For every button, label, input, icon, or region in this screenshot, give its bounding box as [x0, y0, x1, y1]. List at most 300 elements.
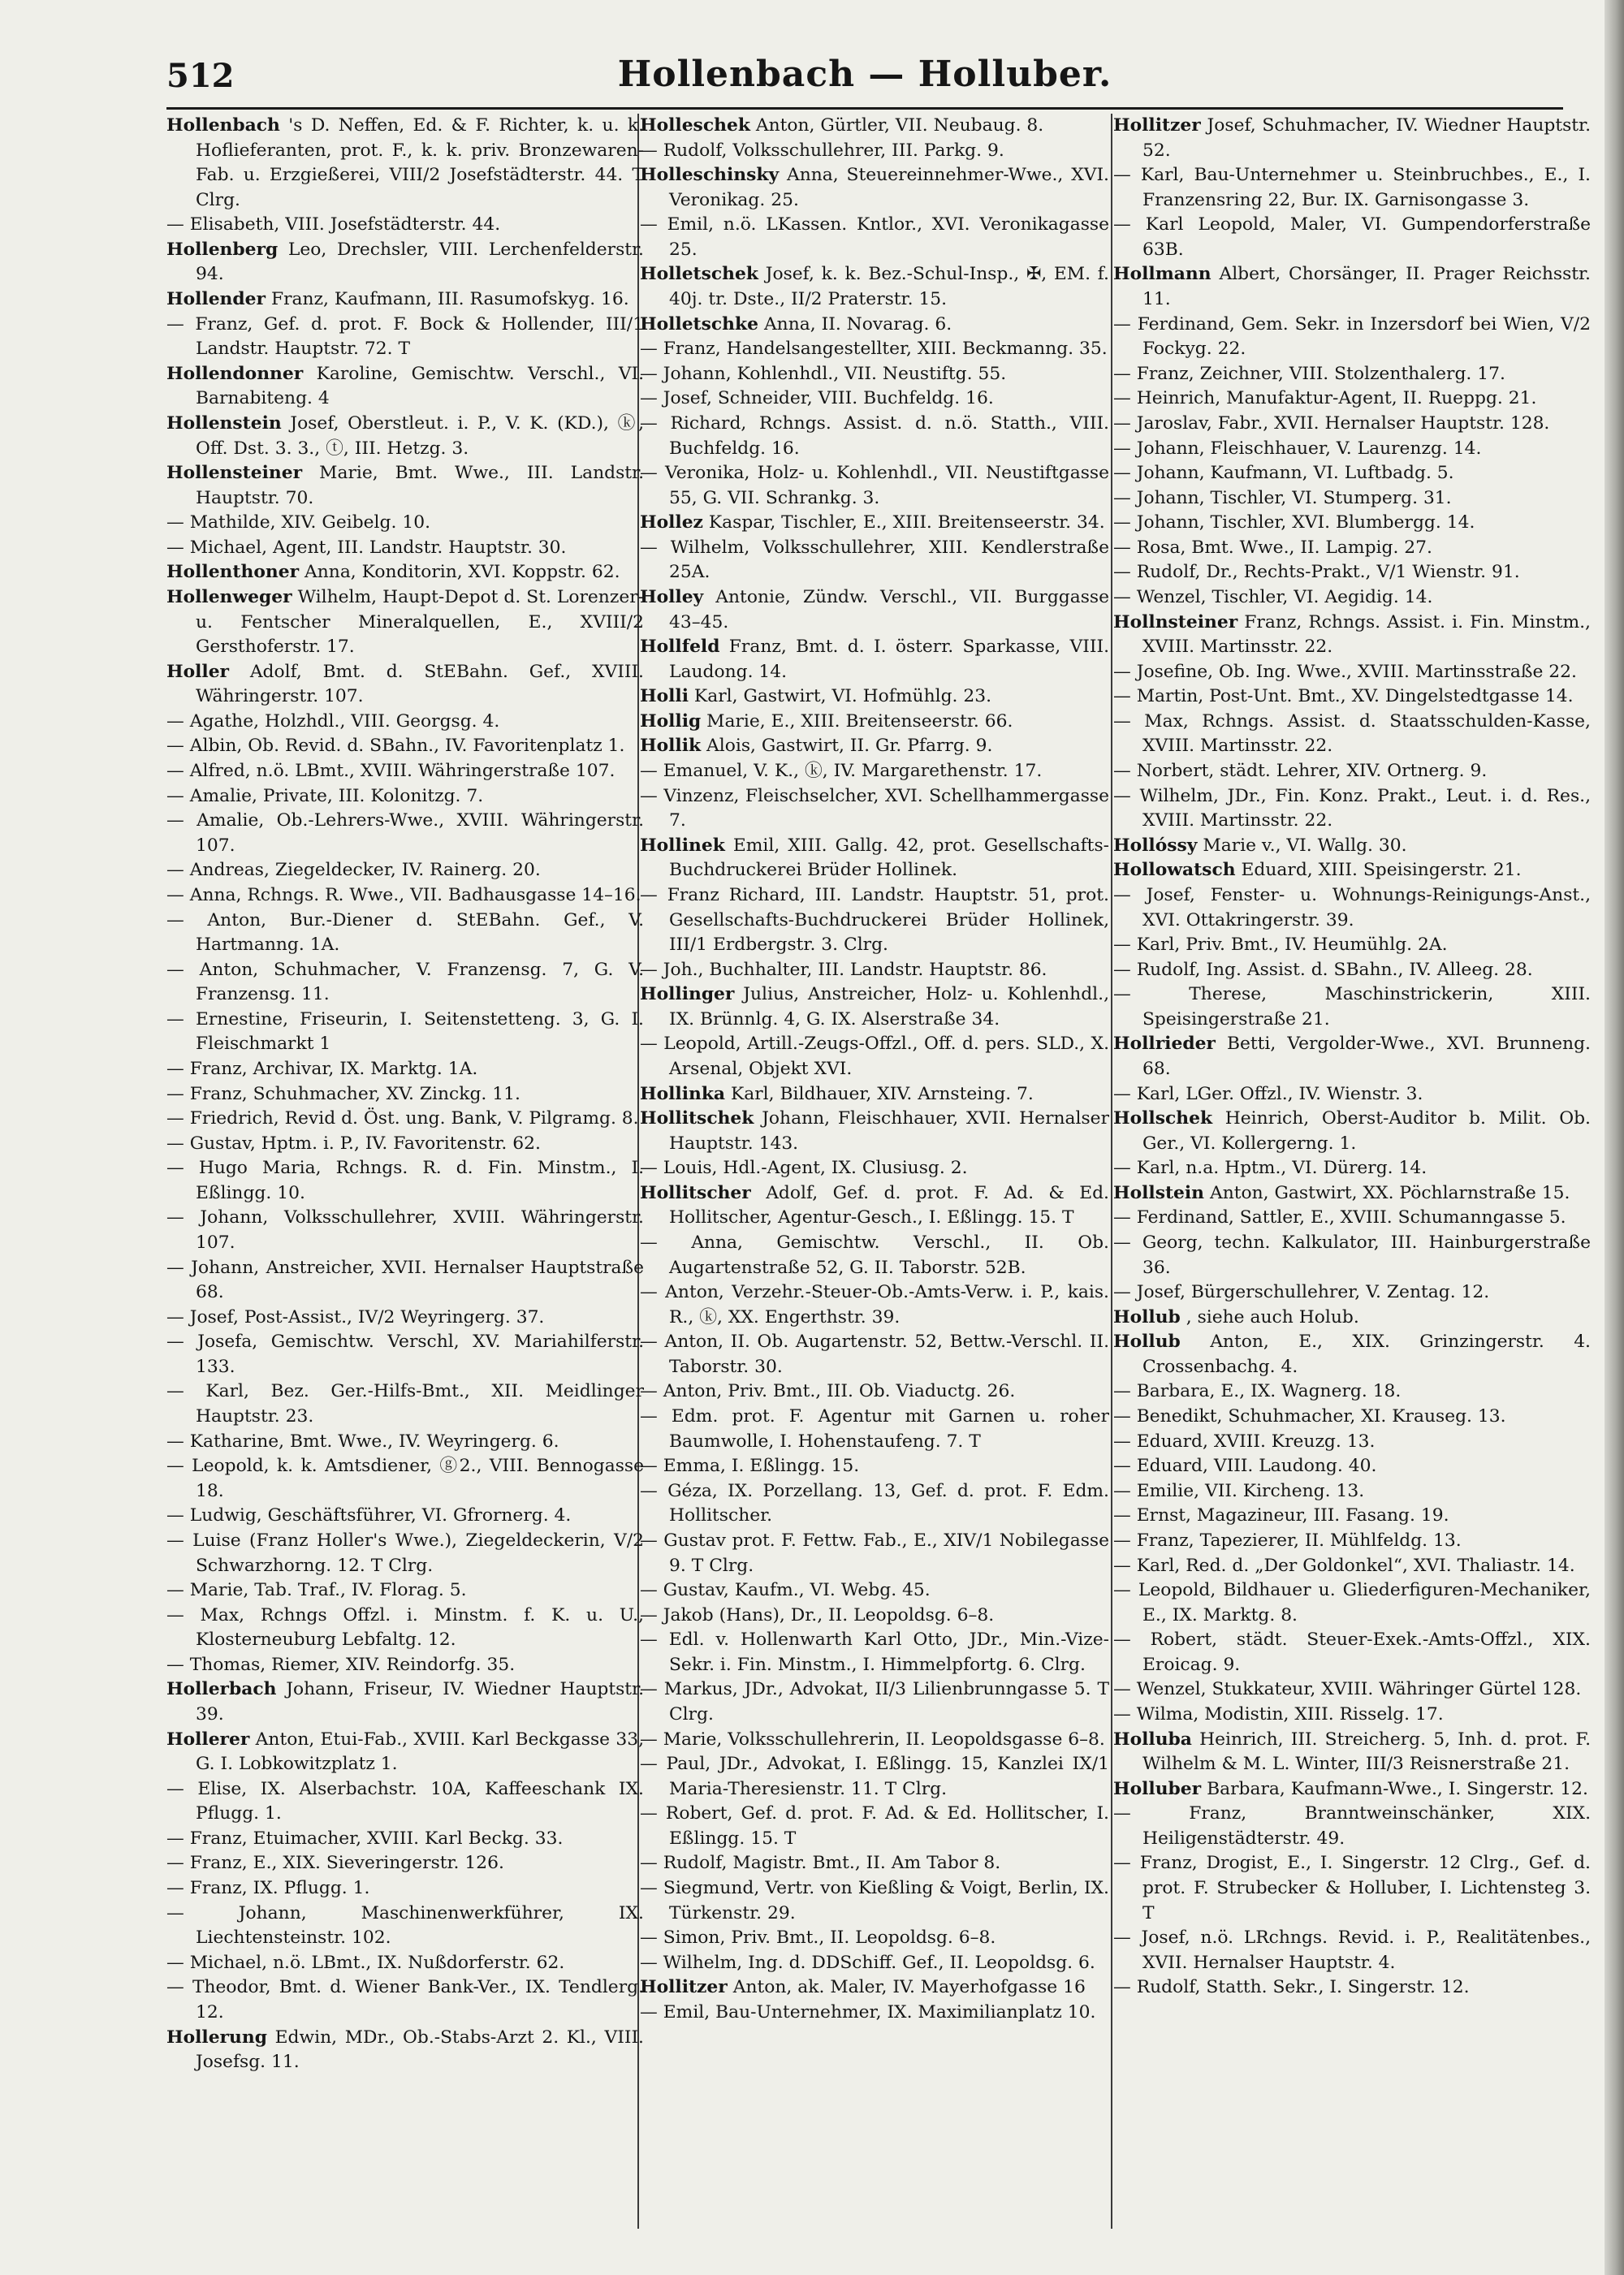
entry-surname: Hollóssy	[1113, 835, 1198, 856]
directory-entry	[1113, 1405, 1591, 1430]
directory-entry	[166, 883, 644, 909]
directory-entry	[640, 1951, 1109, 1976]
entry-details: Géza, IX. Porzellang. 13, Gef. d. prot. F. Edm. Hollitscher.	[667, 1480, 1109, 1526]
entry-details: Max, Rchngs. Assist. d. Staatsschulden-Kasse, XVIII. Martinsstr. 22.	[1142, 710, 1591, 757]
entry-details: , siehe auch Holub.	[1186, 1306, 1359, 1327]
ditto-dash: —	[166, 1505, 190, 1526]
ditto-dash: —	[640, 1381, 663, 1402]
directory-entry	[640, 1578, 1109, 1604]
entry-details: Franz, Kaufmann, III. Rasumofskyg. 16.	[270, 289, 629, 310]
ditto-dash: —	[640, 1853, 663, 1874]
entry-surname: Hollenthoner	[166, 562, 300, 583]
running-head: Hollenbach — Holluber.	[617, 54, 1112, 95]
page-edge-shadow	[1605, 0, 1624, 2275]
directory-entry	[640, 262, 1109, 312]
directory-entry	[166, 1653, 644, 1678]
directory-entry	[166, 759, 644, 784]
entry-details: Karl, Priv. Bmt., IV. Heumühlg. 2A.	[1136, 935, 1448, 956]
entry-details: Josef, k. k. Bez.-Schul-Insp., ✠, EM. f. 40j. tr. Dste., II/2 Praterstr. 15.	[669, 264, 1109, 310]
entry-details: Robert, städt. Steuer-Exek.-Amts-Offzl., XIX. Eroicag. 9.	[1142, 1630, 1591, 1675]
ditto-dash: —	[166, 884, 190, 905]
entry-details: Anton, Schuhmacher, V. Franzensg. 7, G. V. Franzensg. 11.	[196, 959, 644, 1005]
entry-surname: Holluba	[1113, 1729, 1192, 1750]
ditto-dash: —	[640, 884, 667, 905]
entry-details: Norbert, städt. Lehrer, XIV. Ortnerg. 9.	[1136, 761, 1488, 782]
directory-entry	[166, 1156, 644, 1206]
entry-details: Rudolf, Magistr. Bmt., II. Am Tabor 8.	[663, 1853, 1001, 1874]
directory-entry	[166, 1604, 644, 1653]
directory-entry	[640, 1330, 1109, 1379]
directory-entry	[640, 2001, 1109, 2026]
entry-details: Wilhelm, Ing. d. DDSchiff. Gef., II. Leopoldsg. 6.	[663, 1952, 1095, 1973]
entry-details: Paul, JDr., Advokat, I. Eßlingg. 15, Kanzlei IX/1 Maria-Theresienstr. 11. T Clrg.	[666, 1754, 1109, 1799]
ditto-dash: —	[1113, 1977, 1137, 1998]
ditto-dash: —	[166, 1133, 190, 1154]
ditto-dash: —	[1113, 363, 1137, 384]
entry-details: Anton, E., XIX. Grinzingerstr. 4. Crossenbachg. 4.	[1142, 1332, 1591, 1377]
directory-entry	[1113, 759, 1591, 784]
entry-details: Eduard, VIII. Laudong. 40.	[1136, 1456, 1377, 1477]
ditto-dash: —	[640, 388, 663, 409]
ditto-dash: —	[166, 1878, 190, 1899]
directory-entry	[1113, 1628, 1591, 1677]
directory-entry	[1113, 114, 1591, 163]
entry-details: Emanuel, V. K., ⓚ, IV. Margarethenstr. 17.	[663, 761, 1043, 782]
entry-surname: Hollerbach	[166, 1679, 277, 1700]
directory-entry	[1113, 982, 1591, 1032]
entry-surname: Hollendonner	[166, 363, 304, 384]
directory-entry	[1113, 536, 1591, 561]
ditto-dash: —	[166, 1381, 206, 1402]
entry-details: Ludwig, Geschäftsführer, VI. Gfrornerg. 4.	[189, 1505, 572, 1526]
entry-details: Franz, Tapezierer, II. Mühlfeldg. 13.	[1136, 1530, 1462, 1551]
directory-entry	[640, 1379, 1109, 1405]
directory-entry	[1113, 1926, 1591, 1975]
directory-entry	[1113, 883, 1591, 933]
entry-details: Johann, Anstreicher, XVII. Hernalser Hauptstraße 68.	[191, 1257, 644, 1303]
entry-details: Emil, XIII. Gallg. 42, prot. Gesellschafts-Buchdruckerei Brüder Hollinek.	[669, 835, 1109, 881]
entry-surname: Hollub	[1113, 1306, 1181, 1327]
entry-details: Michael, Agent, III. Landstr. Hauptstr. 30.	[189, 537, 567, 558]
directory-entry	[166, 734, 644, 759]
entry-details: Amalie, Ob.-Lehrers-Wwe., XVIII. Währingerstr. 107.	[196, 810, 644, 856]
entry-details: Ernestine, Friseurin, I. Seitenstetteng. 3, G. I. Fleischmarkt 1	[195, 1008, 644, 1055]
directory-entry	[1113, 858, 1591, 883]
entry-details: Ferdinand, Sattler, E., XVIII. Schumanngasse 5.	[1136, 1207, 1566, 1228]
entry-details: Anna, Steuereinnehmer-Wwe., XVI. Veronikag. 25.	[669, 165, 1109, 210]
directory-entry	[166, 585, 644, 660]
directory-entry	[1113, 1082, 1591, 1107]
entry-details: Rosa, Bmt. Wwe., II. Lampig. 27.	[1136, 537, 1432, 558]
entry-surname: Holler	[166, 661, 230, 682]
ditto-dash: —	[640, 537, 671, 558]
entry-surname: Holli	[640, 686, 689, 707]
ditto-dash: —	[166, 1778, 198, 1799]
entry-details: Agathe, Holzhdl., VIII. Georgsg. 4.	[189, 710, 500, 732]
directory-entry	[1113, 1529, 1591, 1554]
entry-surname: Hollinek	[640, 835, 725, 856]
entry-details: Adolf, Gef. d. prot. F. Ad. & Ed. Hollitscher, Agentur-Gesch., I. Eßlingg. 15. T	[669, 1182, 1109, 1228]
entry-details: Anna, II. Novarag. 6.	[763, 313, 952, 335]
directory-entry	[1113, 1975, 1591, 2001]
ditto-dash: —	[166, 1853, 190, 1874]
entry-details: Anton, II. Ob. Augartenstr. 52, Bettw.-Verschl. II. Taborstr. 30.	[664, 1332, 1109, 1377]
entry-surname: Hollrieder	[1113, 1034, 1216, 1055]
entry-details: Karl, Red. d. „Der Goldonkel“, XVI. Thaliastr. 14.	[1136, 1555, 1575, 1576]
directory-entry	[166, 809, 644, 858]
entry-surname: Holletschke	[640, 313, 758, 335]
entry-details: Wenzel, Tischler, VI. Aegidig. 14.	[1136, 586, 1433, 607]
ditto-dash: —	[1113, 412, 1137, 434]
directory-entry	[1113, 1554, 1591, 1579]
ditto-dash: —	[166, 1828, 190, 1849]
entry-details: Anton, Priv. Bmt., III. Ob. Viaductg. 26.	[663, 1381, 1016, 1402]
entry-surname: Hollstein	[1113, 1182, 1205, 1203]
directory-entry	[640, 313, 1109, 338]
entry-details: Johann, Kaufmann, VI. Luftbadg. 5.	[1136, 463, 1454, 484]
directory-entry	[166, 362, 644, 412]
directory-entry	[166, 1876, 644, 1902]
entry-details: Johann, Tischler, VI. Stumperg. 31.	[1136, 487, 1452, 508]
entry-details: Ernst, Magazineur, III. Fasang. 19.	[1136, 1505, 1449, 1526]
ditto-dash: —	[1113, 661, 1137, 682]
entry-details: Karoline, Gemischtw. Verschl., VI. Barnabiteng. 4	[196, 363, 644, 409]
entry-details: Emil, Bau-Unternehmer, IX. Maximilianplatz 10.	[663, 2001, 1096, 2022]
ditto-dash: —	[1113, 313, 1138, 335]
directory-entry	[1113, 1504, 1591, 1529]
directory-entry	[166, 1529, 644, 1578]
entry-details: Albert, Chorsänger, II. Prager Reichsstr. 11.	[1142, 264, 1591, 310]
ditto-dash: —	[166, 1306, 190, 1327]
directory-entry	[1113, 1430, 1591, 1455]
ditto-dash: —	[1113, 935, 1137, 956]
directory-entry	[166, 511, 644, 536]
entry-details: Marie, Bmt. Wwe., III. Landstr. Hauptstr. 70.	[196, 463, 644, 508]
directory-entry	[640, 412, 1109, 461]
directory-entry	[640, 1677, 1109, 1727]
entry-details: Josef, Oberstleut. i. P., V. K. (KD.), ⓚ, Off. Dst. 3. 3., ⓣ, III. Hetzg. 3.	[196, 412, 644, 459]
entry-surname: Hollig	[640, 710, 702, 732]
directory-entry	[166, 560, 644, 585]
directory-entry	[166, 1057, 644, 1082]
entry-details: Josef, Schneider, VIII. Buchfeldg. 16.	[663, 388, 994, 409]
directory-entry	[1113, 585, 1591, 611]
ditto-dash: —	[640, 1630, 669, 1651]
directory-entry	[1113, 262, 1591, 312]
directory-entry	[1113, 1703, 1591, 1728]
directory-entry	[166, 710, 644, 735]
entry-surname: Holleschek	[640, 115, 750, 136]
ditto-dash: —	[640, 1952, 663, 1973]
directory-entry	[1113, 1851, 1591, 1926]
ditto-dash: —	[1113, 537, 1137, 558]
entry-details: Anna, Konditorin, XVI. Koppstr. 62.	[304, 562, 620, 583]
entry-details: Anton, Verzehr.-Steuer-Ob.-Amts-Verw. i. P., kais. R., ⓚ, XX. Engerthstr. 39.	[665, 1282, 1109, 1327]
entry-details: Karl, LGer. Offzl., IV. Wienstr. 3.	[1136, 1083, 1423, 1104]
ditto-dash: —	[1113, 1679, 1137, 1700]
ditto-dash: —	[1113, 463, 1137, 484]
entry-surname: Hollik	[640, 736, 702, 757]
ditto-dash: —	[1113, 1803, 1190, 1824]
directory-entry	[640, 536, 1109, 585]
directory-entry	[166, 536, 644, 561]
ditto-dash: —	[1113, 586, 1137, 607]
directory-entry	[166, 1206, 644, 1255]
directory-entry	[166, 114, 644, 213]
entry-surname: Hollender	[166, 289, 266, 310]
ditto-dash: —	[640, 1158, 663, 1179]
entry-details: Anton, Etui-Fab., XVIII. Karl Beckgasse 33, G. I. Lobkowitzplatz 1.	[196, 1729, 644, 1775]
directory-entry	[640, 982, 1109, 1032]
entry-surname: Hollez	[640, 512, 703, 533]
directory-entry	[166, 958, 644, 1008]
directory-entry	[640, 734, 1109, 759]
directory-entry	[1113, 933, 1591, 958]
ditto-dash: —	[1113, 1456, 1137, 1477]
ditto-dash: —	[1113, 1927, 1142, 1949]
directory-entry	[166, 1430, 644, 1455]
entry-details: Franz, Branntweinschänker, XIX. Heiligenstädterstr. 49.	[1142, 1803, 1591, 1849]
ditto-dash: —	[166, 1977, 192, 1998]
entry-surname: Hollerung	[166, 2027, 267, 2048]
ditto-dash: —	[166, 537, 190, 558]
entry-details: Johann, Fleischhauer, V. Laurenzg. 14.	[1136, 438, 1482, 459]
entry-surname: Hollub	[1113, 1332, 1181, 1353]
entry-details: Josef, Fenster- u. Wohnungs-Reinigungs-Anst., XVI. Ottakringerstr. 39.	[1142, 884, 1591, 930]
directory-entry	[1113, 1181, 1591, 1207]
ditto-dash: —	[166, 1580, 190, 1601]
entry-details: Luise (Franz Holler's Wwe.), Ziegeldeckerin, V/2 Schwarzhorng. 12. T Clrg.	[192, 1530, 644, 1576]
directory-entry	[166, 1379, 644, 1429]
entry-surname: Hollitzer	[1113, 115, 1201, 136]
ditto-dash: —	[1113, 214, 1146, 235]
entry-details: Wilhelm, Haupt-Depot d. St. Lorenzer- u. Fentscher Mineralquellen, E., XVIII/2 Gersthoferstr. 17.	[196, 586, 644, 658]
directory-entry	[1113, 1777, 1591, 1802]
ditto-dash: —	[166, 313, 196, 335]
directory-entry	[640, 114, 1109, 139]
entry-details: Kaspar, Tischler, E., XIII. Breitenseerstr. 34.	[708, 512, 1105, 533]
directory-entry	[640, 163, 1109, 213]
entry-surname: Hollensteiner	[166, 463, 303, 484]
entry-surname: Hollenbach	[166, 115, 280, 136]
ditto-dash: —	[640, 785, 664, 806]
ditto-dash: —	[166, 1902, 239, 1923]
entry-details: Rudolf, Statth. Sekr., I. Singerstr. 12.	[1136, 1977, 1470, 1998]
ditto-dash: —	[166, 1158, 199, 1179]
entry-surname: Hollenweger	[166, 586, 292, 607]
ditto-dash: —	[640, 1803, 666, 1824]
ditto-dash: —	[166, 909, 208, 930]
ditto-dash: —	[166, 1257, 192, 1278]
entry-details: Gustav, Kaufm., VI. Webg. 45.	[663, 1580, 931, 1601]
entry-details: Simon, Priv. Bmt., II. Leopoldsg. 6–8.	[663, 1927, 996, 1949]
entry-details: Franz, Bmt. d. I. österr. Sparkasse, VIII. Laudong. 14.	[669, 637, 1109, 682]
page-header	[166, 50, 1563, 107]
ditto-dash: —	[640, 1604, 663, 1625]
entry-surname: Hollenberg	[166, 239, 279, 260]
entry-details: Julius, Anstreicher, Holz- u. Kohlenhdl., IX. Brünnlg. 4, G. IX. Alserstraße 34.	[669, 984, 1109, 1030]
ditto-dash: —	[640, 1332, 665, 1353]
directory-entry	[166, 909, 644, 958]
directory-entry	[166, 1777, 644, 1827]
directory-entry	[1113, 412, 1591, 437]
entry-details: Franz, Handelsangestellter, XIII. Beckmanng. 35.	[663, 339, 1108, 360]
directory-entry	[640, 511, 1109, 536]
entry-details: Franz, IX. Pflugg. 1.	[189, 1878, 370, 1899]
ditto-dash: —	[1113, 984, 1190, 1005]
entry-details: Edwin, MDr., Ob.-Stabs-Arzt 2. Kl., VIII. Josefsg. 11.	[196, 2027, 644, 2073]
ditto-dash: —	[166, 1332, 198, 1353]
entry-details: Leopold, Artill.-Zeugs-Offzl., Off. d. pers. SLD., X. Arsenal, Objekt XVI.	[663, 1034, 1109, 1079]
entry-details: Josef, Schuhmacher, IV. Wiedner Hauptstr. 52.	[1142, 115, 1591, 161]
directory-entry	[640, 958, 1109, 983]
directory-entry	[166, 1578, 644, 1604]
directory-entry	[1113, 611, 1591, 660]
entry-details: Franz, E., XIX. Sieveringerstr. 126.	[189, 1853, 504, 1874]
column-divider-2	[1111, 114, 1112, 2229]
ditto-dash: —	[166, 736, 190, 757]
ditto-dash: —	[1113, 388, 1137, 409]
entry-details: Therese, Maschinstrickerin, XIII. Speisingerstraße 21.	[1142, 984, 1591, 1030]
directory-entry	[166, 1132, 644, 1157]
ditto-dash: —	[640, 1282, 666, 1303]
directory-entry	[1113, 313, 1591, 362]
entry-details: Karl, Gastwirt, VI. Hofmühlg. 23.	[693, 686, 992, 707]
entry-surname: Hollerer	[166, 1729, 250, 1750]
entry-details: Josef, n.ö. LRchngs. Revid. i. P., Realitätenbes., XVII. Hernalser Hauptstr. 4.	[1141, 1927, 1591, 1973]
entry-surname: Hollmann	[1113, 264, 1212, 285]
entry-details: Barbara, Kaufmann-Wwe., I. Singerstr. 12.	[1207, 1778, 1588, 1799]
ditto-dash: —	[166, 1456, 192, 1477]
entry-surname: Holleschinsky	[640, 165, 780, 186]
entry-details: Franz, Schuhmacher, XV. Zinckg. 11.	[189, 1083, 520, 1104]
entry-details: Eduard, XVIII. Kreuzg. 13.	[1136, 1431, 1376, 1452]
ditto-dash: —	[640, 1406, 672, 1427]
directory-entry	[640, 1926, 1109, 1951]
entry-details: Rudolf, Ing. Assist. d. SBahn., IV. Alleeg. 28.	[1136, 959, 1533, 980]
ditto-dash: —	[640, 1232, 692, 1254]
directory-entry	[166, 287, 644, 313]
ditto-dash: —	[640, 140, 663, 161]
entry-details: Gustav, Hptm. i. P., IV. Favoritenstr. 62.	[189, 1133, 541, 1154]
entry-details: Marie, Volksschullehrerin, II. Leopoldsgasse 6–8.	[663, 1729, 1105, 1750]
entry-details: Markus, JDr., Advokat, II/3 Lilienbrunngasse 5. T Clrg.	[663, 1679, 1109, 1725]
ditto-dash: —	[166, 214, 190, 235]
ditto-dash: —	[166, 785, 190, 806]
ditto-dash: —	[640, 1927, 663, 1949]
ditto-dash: —	[1113, 438, 1137, 459]
ditto-dash: —	[640, 959, 663, 980]
entry-details: Josef, Bürgerschullehrer, V. Zentag. 12.	[1136, 1282, 1490, 1303]
ditto-dash: —	[1113, 512, 1137, 533]
entry-details: Ferdinand, Gem. Sekr. in Inzersdorf bei Wien, V/2 Fockyg. 22.	[1137, 313, 1591, 360]
entry-details: Alois, Gastwirt, II. Gr. Pfarrg. 9.	[706, 736, 993, 757]
ditto-dash: —	[1113, 1232, 1142, 1254]
directory-entry	[640, 1107, 1109, 1156]
ditto-dash: —	[1113, 1282, 1137, 1303]
ditto-dash: —	[640, 1034, 664, 1055]
entry-details: Heinrich, III. Streicherg. 5, Inh. d. prot. F. Wilhelm & M. L. Winter, III/3 Reisnerstraße 21.	[1142, 1729, 1591, 1775]
entry-details: Johann, Volksschullehrer, XVIII. Währingerstr. 107.	[196, 1207, 644, 1254]
entry-details: Joh., Buchhalter, III. Landstr. Hauptstr. 86.	[663, 959, 1047, 980]
ditto-dash: —	[1113, 686, 1137, 707]
directory-entry	[1113, 1107, 1591, 1156]
entry-details: Emil, n.ö. LKassen. Kntlor., XVI. Veronikagasse 25.	[667, 214, 1109, 260]
ditto-dash: —	[1113, 959, 1137, 980]
entry-surname: Hollnsteiner	[1113, 611, 1238, 632]
directory-entry	[640, 337, 1109, 362]
entry-details: Georg, techn. Kalkulator, III. Hainburgerstraße 36.	[1142, 1232, 1591, 1278]
ditto-dash: —	[1113, 1158, 1137, 1179]
entry-details: Anton, Bur.-Diener d. StEBahn. Gef., V. Hartmanng. 1A.	[196, 909, 644, 956]
directory-entry	[166, 1504, 644, 1529]
directory-entry	[1113, 1479, 1591, 1504]
directory-entry	[166, 2026, 644, 2075]
entry-details: Jakob (Hans), Dr., II. Leopoldsg. 6–8.	[663, 1604, 995, 1625]
entry-details: Rudolf, Volksschullehrer, III. Parkg. 9.	[663, 140, 1004, 161]
directory-entry	[166, 213, 644, 238]
entry-details: Karl, Bildhauer, XIV. Arnsteing. 7.	[730, 1083, 1034, 1104]
directory-entry	[166, 1107, 644, 1132]
entry-details: Anton, Gastwirt, XX. Pöchlarnstraße 15.	[1209, 1182, 1570, 1203]
ditto-dash: —	[640, 1530, 664, 1551]
entry-details: Josef, Post-Assist., IV/2 Weyringerg. 37.	[189, 1306, 545, 1327]
directory-entry	[1113, 710, 1591, 759]
entry-details: Leo, Drechsler, VIII. Lerchenfelderstr. 94.	[196, 239, 644, 285]
directory-entry	[640, 386, 1109, 412]
entry-surname: Holluber	[1113, 1778, 1202, 1799]
entry-details: Jaroslav, Fabr., XVII. Hernalser Hauptstr. 128.	[1136, 412, 1550, 434]
entry-details: Andreas, Ziegeldecker, IV. Rainerg. 20.	[189, 860, 541, 881]
entry-details: Adolf, Bmt. d. StEBahn. Gef., XVIII. Währingerstr. 107.	[196, 661, 644, 707]
entry-details: Louis, Hdl.-Agent, IX. Clusiusg. 2.	[663, 1158, 968, 1179]
entry-details: Eduard, XIII. Speisingerstr. 21.	[1241, 860, 1522, 881]
directory-entry	[640, 1529, 1109, 1578]
ditto-dash: —	[166, 1008, 196, 1030]
entry-details: Elise, IX. Alserbachstr. 10A, Kaffeeschank IX. Pflugg. 1.	[196, 1778, 644, 1824]
directory-entry	[640, 1082, 1109, 1107]
directory-entry	[166, 412, 644, 461]
ditto-dash: —	[166, 1952, 190, 1973]
directory-entry	[1113, 958, 1591, 983]
directory-entry	[640, 710, 1109, 735]
directory-entry	[640, 635, 1109, 684]
entry-details: Antonie, Zündw. Verschl., VII. Burggasse 43–45.	[669, 586, 1109, 632]
directory-entry	[640, 759, 1109, 784]
ditto-dash: —	[166, 1207, 201, 1228]
directory-entry	[166, 1330, 644, 1379]
ditto-dash: —	[166, 1654, 190, 1675]
entry-details: Karl, Bez. Ger.-Hilfs-Bmt., XII. Meidlinger Hauptstr. 23.	[196, 1381, 644, 1427]
ditto-dash: —	[166, 1530, 193, 1551]
ditto-dash: —	[640, 412, 671, 434]
entry-details: Johann, Tischler, XVI. Blumbergg. 14.	[1136, 512, 1475, 533]
entry-details: Katharine, Bmt. Wwe., IV. Weyringerg. 6.	[189, 1431, 559, 1452]
entry-details: Johann, Kohlenhdl., VII. Neustiftg. 55.	[663, 363, 1007, 384]
entry-details: Amalie, Private, III. Kolonitzg. 7.	[189, 785, 484, 806]
entry-surname: Hollitzer	[640, 1977, 728, 1998]
entry-details: Vinzenz, Fleischselcher, XVI. Schellhammergasse 7.	[663, 785, 1109, 831]
entry-details: Theodor, Bmt. d. Wiener Bank-Ver., IX. Tendlerg. 12.	[192, 1977, 644, 2022]
directory-entry	[166, 1082, 644, 1107]
directory-entry	[1113, 1032, 1591, 1081]
directory-entry	[166, 784, 644, 809]
entry-details: Gustav prot. F. Fettw. Fab., E., XIV/1 Nobilegasse 9. T Clrg.	[663, 1530, 1109, 1576]
directory-entry	[640, 1479, 1109, 1529]
directory-entry	[640, 213, 1109, 262]
ditto-dash: —	[1113, 562, 1137, 583]
ditto-dash: —	[1113, 1207, 1137, 1228]
